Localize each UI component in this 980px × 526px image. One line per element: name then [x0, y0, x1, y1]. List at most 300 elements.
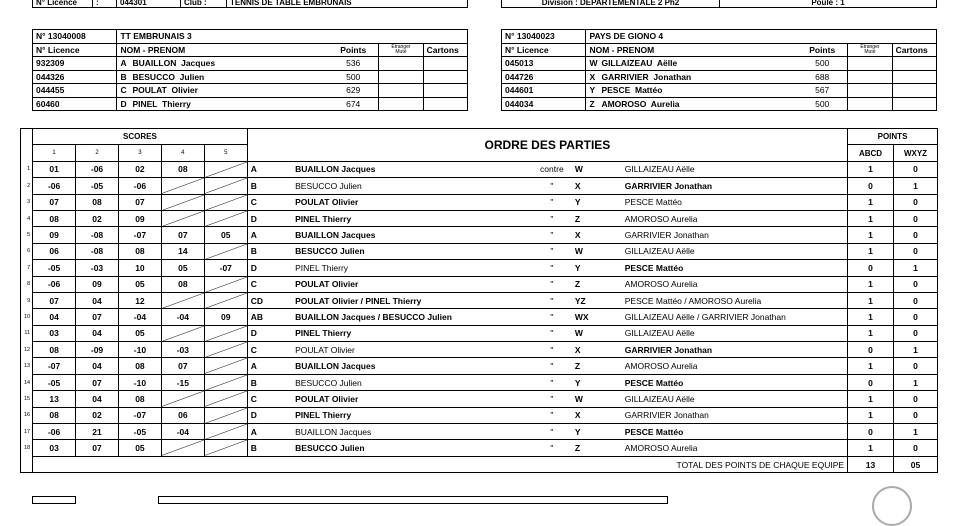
match-index: 7: [27, 264, 31, 271]
away-letter: Y: [572, 424, 622, 440]
home-player: BUAILLON Jacques / BESUCCO Julien: [292, 309, 532, 325]
points-wxyz: 1: [893, 424, 937, 440]
match-index: 15: [24, 395, 31, 402]
set-score: -07: [118, 227, 161, 243]
points-abcd: 1: [848, 276, 894, 292]
points-wxyz: 0: [893, 161, 937, 177]
cartons-cell: [892, 57, 936, 71]
player-points: 500: [797, 97, 848, 111]
home-letter: D: [247, 325, 292, 341]
match-row: [21, 210, 938, 226]
set-4-header: 4: [161, 145, 204, 161]
contre-separator: ": [532, 309, 572, 325]
player-row: [33, 70, 468, 84]
set-score: -05: [76, 178, 119, 194]
set-score: 06: [33, 243, 76, 259]
set-score: -08: [76, 243, 119, 259]
empty-set-slash: [205, 358, 247, 373]
home-letter: A: [247, 358, 292, 374]
cartons-cell: [423, 57, 467, 71]
set-score: 07: [33, 194, 76, 210]
set-score: 08: [118, 358, 161, 374]
set-1-header: 1: [33, 145, 76, 161]
points-abcd: 0: [848, 178, 894, 194]
empty-set-slash: [162, 178, 204, 193]
etranger-mute-cell: [848, 57, 892, 71]
empty-set-slash: [162, 195, 204, 210]
contre-separator: ": [532, 210, 572, 226]
set-score: 04: [76, 391, 119, 407]
etranger-mute-header: [379, 43, 423, 57]
player-letter: C: [120, 85, 127, 96]
home-player: POULAT Olivier: [292, 276, 532, 292]
player-name-cell: [117, 97, 328, 111]
home-letter: D: [247, 407, 292, 423]
set-score: -07: [118, 407, 161, 423]
points-wxyz: 1: [893, 374, 937, 390]
player-letter: B: [120, 71, 127, 82]
set-5-header: 5: [204, 145, 247, 161]
club-label: Club :: [181, 0, 227, 8]
etranger-mute-header: [848, 43, 892, 57]
points-abcd: 1: [848, 227, 894, 243]
player-points: 674: [328, 97, 379, 111]
set-score: 10: [118, 260, 161, 276]
home-player: BESUCCO Julien: [292, 243, 532, 259]
points-wxyz: 1: [893, 342, 937, 358]
nom-header: NOM - PRENOM: [586, 43, 797, 57]
points-wxyz: 0: [893, 325, 937, 341]
contre-separator: ": [532, 276, 572, 292]
set-score: 05: [118, 325, 161, 341]
set-score: [161, 292, 204, 308]
set-score: 13: [33, 391, 76, 407]
player-points: 629: [328, 84, 379, 98]
set-score: [161, 210, 204, 226]
away-letter: Z: [572, 358, 622, 374]
points-wxyz: 1: [893, 178, 937, 194]
match-row: [21, 161, 938, 177]
set-score: 12: [118, 292, 161, 308]
points-abcd: 1: [848, 194, 894, 210]
division-row: [501, 0, 937, 8]
match-index: 8: [27, 281, 31, 288]
set-score: -06: [33, 424, 76, 440]
player-name-cell: [117, 84, 328, 98]
set-score: -06: [33, 276, 76, 292]
empty-set-slash: [162, 293, 204, 308]
home-letter: B: [247, 374, 292, 390]
set-score: [204, 407, 247, 423]
set-score: 08: [33, 407, 76, 423]
points-abcd: 1: [848, 210, 894, 226]
scores-header: SCORES: [33, 129, 248, 145]
set-score: 02: [118, 161, 161, 177]
away-letter: Y: [572, 260, 622, 276]
home-letter: CD: [247, 292, 292, 308]
mute-label: Muté: [864, 48, 876, 55]
player-name: PINEL Thierry: [132, 98, 191, 109]
player-points: 567: [797, 84, 848, 98]
player-name-cell: [586, 57, 797, 71]
match-row: [21, 342, 938, 358]
set-score: -03: [76, 260, 119, 276]
home-letter: B: [247, 440, 292, 456]
away-letter: X: [572, 342, 622, 358]
set-score: -08: [76, 227, 119, 243]
points-header: Points: [328, 43, 379, 57]
etranger-mute-cell: [379, 84, 423, 98]
player-name: PESCE Mattéo: [601, 85, 663, 96]
set-score: -07: [204, 260, 247, 276]
set-score: 07: [76, 309, 119, 325]
set-2-header: 2: [76, 145, 119, 161]
score-sheet: [20, 128, 938, 473]
team-right-number: N° 13040023: [502, 30, 586, 44]
home-player: BUAILLON Jacques: [292, 161, 532, 177]
set-score: 01: [33, 161, 76, 177]
home-player: BUAILLON Jacques: [292, 227, 532, 243]
match-row: [21, 440, 938, 456]
set-score: 03: [33, 325, 76, 341]
empty-set-slash: [205, 408, 247, 423]
player-licence: 044726: [502, 70, 586, 84]
player-licence: 932309: [33, 57, 117, 71]
set-score: 07: [76, 440, 119, 456]
match-row: [21, 194, 938, 210]
away-player: AMOROSO Aurelia: [622, 358, 848, 374]
home-player: PINEL Thierry: [292, 407, 532, 423]
contre-separator: ": [532, 440, 572, 456]
set-score: -04: [161, 424, 204, 440]
set-score: 14: [161, 243, 204, 259]
points-wxyz: 0: [893, 276, 937, 292]
empty-set-slash: [162, 391, 204, 406]
match-index: 14: [24, 379, 31, 386]
cartons-cell: [423, 70, 467, 84]
away-letter: Z: [572, 276, 622, 292]
set-score: [204, 342, 247, 358]
contre-separator: ": [532, 178, 572, 194]
set-score: [204, 292, 247, 308]
player-licence: 044326: [33, 70, 117, 84]
set-score: -05: [33, 260, 76, 276]
points-abcd: 1: [848, 309, 894, 325]
cartons-header: Cartons: [892, 43, 936, 57]
empty-set-slash: [205, 178, 247, 193]
player-name: GARRIVIER Jonathan: [601, 71, 692, 82]
set-score: [204, 374, 247, 390]
set-score: 02: [76, 210, 119, 226]
set-score: 09: [204, 309, 247, 325]
player-row: [502, 70, 937, 84]
cartons-cell: [892, 70, 936, 84]
licence-value: 044301: [117, 0, 181, 8]
player-letter: X: [589, 71, 596, 82]
contre-separator: ": [532, 342, 572, 358]
empty-set-slash: [205, 211, 247, 226]
match-index: 9: [27, 297, 31, 304]
match-index: 6: [27, 248, 31, 255]
match-index: 16: [24, 412, 31, 419]
etranger-mute-cell: [379, 57, 423, 71]
etranger-mute-cell: [848, 70, 892, 84]
match-row: [21, 260, 938, 276]
contre-separator: ": [532, 374, 572, 390]
away-letter: X: [572, 178, 622, 194]
empty-set-slash: [205, 342, 247, 357]
set-score: 03: [33, 440, 76, 456]
empty-set-slash: [205, 244, 247, 259]
away-player: GARRIVIER Jonathan: [622, 342, 848, 358]
player-name: AMOROSO Aurelia: [601, 98, 680, 109]
player-name-cell: [586, 84, 797, 98]
home-player: PINEL Thierry: [292, 325, 532, 341]
home-player: POULAT Olivier: [292, 391, 532, 407]
match-row: [21, 227, 938, 243]
home-letter: D: [247, 210, 292, 226]
set-score: [161, 391, 204, 407]
points-abcd: 1: [848, 407, 894, 423]
points-abcd: 1: [848, 161, 894, 177]
contre-separator: contre: [532, 161, 572, 177]
home-letter: A: [247, 227, 292, 243]
set-score: -10: [118, 342, 161, 358]
licence-club-row: [32, 0, 468, 8]
set-score: [204, 243, 247, 259]
points-abcd: 0: [848, 260, 894, 276]
home-letter: A: [247, 424, 292, 440]
empty-set-slash: [205, 440, 247, 455]
match-index: 10: [24, 313, 31, 320]
points-abcd: 1: [848, 440, 894, 456]
player-letter: W: [589, 58, 598, 69]
player-row: [33, 97, 468, 111]
points-wxyz: 0: [893, 292, 937, 308]
player-licence: 045013: [502, 57, 586, 71]
empty-set-slash: [162, 211, 204, 226]
empty-set-slash: [162, 326, 204, 341]
set-score: -06: [118, 178, 161, 194]
set-score: [204, 276, 247, 292]
bottom-box-middle: [158, 496, 668, 504]
away-letter: Z: [572, 440, 622, 456]
points-wxyz: 0: [893, 391, 937, 407]
empty-set-slash: [205, 162, 247, 177]
set-score: 06: [161, 407, 204, 423]
set-score: 07: [161, 358, 204, 374]
empty-set-slash: [205, 375, 247, 390]
set-score: 05: [204, 227, 247, 243]
away-letter: YZ: [572, 292, 622, 308]
home-player: BUAILLON Jacques: [292, 424, 532, 440]
division: Division : DEPARTEMENTALE 2 Ph2: [502, 0, 720, 8]
set-score: [204, 424, 247, 440]
away-player: PESCE Mattéo: [622, 260, 848, 276]
contre-separator: ": [532, 243, 572, 259]
home-player: BESUCCO Julien: [292, 178, 532, 194]
wxyz-header: WXYZ: [893, 145, 937, 161]
player-points: 500: [328, 70, 379, 84]
away-letter: W: [572, 161, 622, 177]
away-letter: Y: [572, 374, 622, 390]
set-score: 09: [118, 210, 161, 226]
set-score: [161, 178, 204, 194]
total-wxyz: 05: [893, 456, 937, 472]
away-player: AMOROSO Aurelia: [622, 210, 848, 226]
home-player: POULAT Olivier / PINEL Thierry: [292, 292, 532, 308]
empty-set-slash: [205, 424, 247, 439]
nom-header: NOM - PRENOM: [117, 43, 328, 57]
cartons-header: Cartons: [423, 43, 467, 57]
player-row: [502, 57, 937, 71]
set-score: -15: [161, 374, 204, 390]
licence-header: N° Licence: [33, 43, 117, 57]
set-score: -07: [33, 358, 76, 374]
club-value: TENNIS DE TABLE EMBRUNAIS: [227, 0, 468, 8]
home-player: PINEL Thierry: [292, 210, 532, 226]
set-score: 04: [33, 309, 76, 325]
set-score: [204, 391, 247, 407]
licence-sep: :: [93, 0, 117, 8]
away-player: GARRIVIER Jonathan: [622, 178, 848, 194]
team-left-name: TT EMBRUNAIS 3: [117, 30, 468, 44]
player-points: 500: [797, 57, 848, 71]
home-letter: D: [247, 260, 292, 276]
home-player: BUAILLON Jacques: [292, 358, 532, 374]
cartons-cell: [423, 97, 467, 111]
set-score: [204, 194, 247, 210]
player-points: 536: [328, 57, 379, 71]
contre-separator: ": [532, 325, 572, 341]
match-index: 18: [24, 445, 31, 452]
set-score: 05: [118, 276, 161, 292]
set-score: 04: [76, 325, 119, 341]
licence-label: N° Licence: [33, 0, 93, 8]
etranger-mute-cell: [848, 97, 892, 111]
set-score: -03: [161, 342, 204, 358]
home-letter: AB: [247, 309, 292, 325]
empty-set-slash: [162, 440, 204, 455]
home-letter: B: [247, 178, 292, 194]
away-letter: W: [572, 391, 622, 407]
away-player: GILLAIZEAU Aëlle: [622, 243, 848, 259]
away-letter: X: [572, 407, 622, 423]
home-letter: C: [247, 194, 292, 210]
points-abcd: 1: [848, 325, 894, 341]
total-abcd: 13: [848, 456, 894, 472]
points-wxyz: 0: [893, 227, 937, 243]
match-row: [21, 391, 938, 407]
match-row: [21, 325, 938, 341]
match-row: [21, 292, 938, 308]
player-row: [33, 84, 468, 98]
match-index: 12: [24, 346, 31, 353]
points-abcd: 0: [848, 342, 894, 358]
match-row: [21, 276, 938, 292]
away-player: PESCE Mattéo: [622, 374, 848, 390]
team-right-table: [501, 29, 937, 111]
set-score: [204, 161, 247, 177]
home-letter: B: [247, 243, 292, 259]
empty-set-slash: [205, 391, 247, 406]
set-score: 07: [161, 227, 204, 243]
empty-set-slash: [205, 277, 247, 292]
set-score: -06: [33, 178, 76, 194]
points-header: Points: [797, 43, 848, 57]
player-points: 688: [797, 70, 848, 84]
empty-set-slash: [205, 293, 247, 308]
etranger-mute-cell: [848, 84, 892, 98]
away-letter: Z: [572, 210, 622, 226]
away-player: AMOROSO Aurelia: [622, 276, 848, 292]
set-score: 08: [161, 276, 204, 292]
set-score: 07: [76, 374, 119, 390]
contre-separator: ": [532, 407, 572, 423]
match-row: [21, 424, 938, 440]
set-score: 04: [76, 358, 119, 374]
set-score: 08: [76, 194, 119, 210]
set-score: [204, 440, 247, 456]
mute-label: Muté: [395, 48, 407, 55]
player-licence: 044034: [502, 97, 586, 111]
stamp-circle: [872, 486, 912, 526]
match-index: 3: [27, 199, 31, 206]
set-score: 08: [33, 342, 76, 358]
home-player: POULAT Olivier: [292, 194, 532, 210]
set-score: 21: [76, 424, 119, 440]
player-row: [33, 57, 468, 71]
contre-separator: ": [532, 424, 572, 440]
away-player: PESCE Mattéo: [622, 424, 848, 440]
team-right-name: PAYS DE GIONO 4: [586, 30, 937, 44]
set-score: 04: [76, 292, 119, 308]
home-player: BESUCCO Julien: [292, 440, 532, 456]
ordre-des-parties-header: ORDRE DES PARTIES: [247, 129, 847, 162]
points-header: POINTS: [848, 129, 938, 145]
set-score: 08: [33, 210, 76, 226]
points-wxyz: 0: [893, 440, 937, 456]
away-player: AMOROSO Aurelia: [622, 440, 848, 456]
home-letter: C: [247, 276, 292, 292]
set-score: [204, 325, 247, 341]
set-score: [161, 440, 204, 456]
home-player: PINEL Thierry: [292, 260, 532, 276]
set-score: -05: [33, 374, 76, 390]
away-letter: WX: [572, 309, 622, 325]
player-licence: 044455: [33, 84, 117, 98]
contre-separator: ": [532, 292, 572, 308]
contre-separator: ": [532, 194, 572, 210]
contre-separator: ": [532, 358, 572, 374]
home-player: POULAT Olivier: [292, 342, 532, 358]
away-letter: Y: [572, 194, 622, 210]
empty-set-slash: [205, 326, 247, 341]
set-score: 02: [76, 407, 119, 423]
points-wxyz: 0: [893, 210, 937, 226]
cartons-cell: [423, 84, 467, 98]
player-name: POULAT Olivier: [132, 85, 198, 96]
set-3-header: 3: [118, 145, 161, 161]
away-letter: W: [572, 325, 622, 341]
player-row: [502, 97, 937, 111]
points-wxyz: 0: [893, 407, 937, 423]
set-score: 09: [33, 227, 76, 243]
cartons-cell: [892, 97, 936, 111]
home-letter: C: [247, 342, 292, 358]
player-row: [502, 84, 937, 98]
team-left-table: [32, 29, 468, 111]
